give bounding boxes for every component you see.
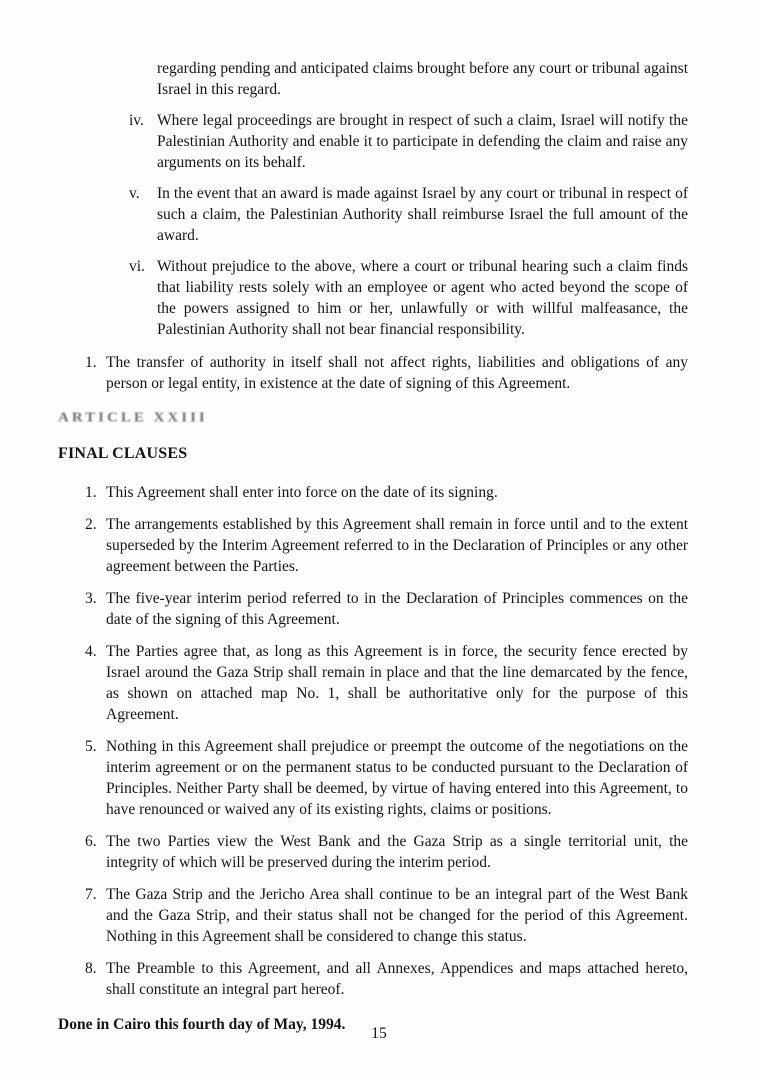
- clause-text-5: Nothing in this Agreement shall prejudice or preempt the outcome of the negotiations on the interim agreement or on the permanent status to be conducted pursuant to the Declaration of Principles. Neither Party shall be deemed, by virtue of having entered into this Agreement, to have renounced or waived any of its existing rights, claims or positions.: [106, 738, 688, 818]
- list-marker-iv: iv.: [129, 112, 144, 129]
- clause-marker-4: 4.: [85, 643, 97, 660]
- paragraph-continuation-iii: regarding pending and anticipated claims brought before any court or tribunal against Israel in this regard.: [157, 60, 688, 98]
- list-marker-vi: vi.: [129, 258, 145, 275]
- list-text-transfer: The transfer of authority in itself shall not affect rights, liabilities and obligations of any person or legal entity, in existence at the date of signing of this Agreement.: [106, 354, 688, 392]
- page-number: 15: [371, 1025, 387, 1042]
- clause-marker-2: 2.: [85, 516, 97, 533]
- final-clause-1: [85, 482, 688, 503]
- clause-marker-5: 5.: [85, 738, 97, 755]
- section-heading-final-clauses: FINAL CLAUSES: [58, 445, 188, 462]
- document-content: [58, 58, 688, 1035]
- list-text-vi: Without prejudice to the above, where a court or tribunal hearing such a claim finds that liability rests solely with an employee or agent who acted beyond the scope of the powers assigned to him or her, unlawfully or with willful malfeasance, the Palestinian Authority shall not bear financial responsibility.: [157, 258, 688, 338]
- clause-text-3: The five-year interim period referred to in the Declaration of Principles commences on the date of the signing of this Agreement.: [106, 590, 688, 628]
- final-clause-6: [85, 831, 688, 873]
- clause-text-8: The Preamble to this Agreement, and all Annexes, Appendices and maps attached hereto, shall constitute an integral part hereof.: [106, 960, 688, 998]
- list-item-transfer-of-authority: [85, 352, 688, 394]
- done-in-cairo-line: Done in Cairo this fourth day of May, 1994.: [58, 1016, 346, 1033]
- clause-marker-3: 3.: [85, 590, 97, 607]
- list-marker-v: v.: [129, 185, 140, 202]
- clause-text-7: The Gaza Strip and the Jericho Area shall continue to be an integral part of the West Bank and the Gaza Strip, and their status shall not be changed for the period of this Agreement. Nothing in this Agreement shall be considered to change this status.: [106, 886, 688, 945]
- clause-text-6: The two Parties view the West Bank and the Gaza Strip as a single territorial unit, the integrity of which will be preserved during the interim period.: [106, 833, 688, 871]
- list-item-v: [129, 183, 688, 246]
- clause-marker-6: 6.: [85, 833, 97, 850]
- list-text-iv: Where legal proceedings are brought in respect of such a claim, Israel will notify the Palestinian Authority and enable it to participate in defending the claim and raise any arguments on its behalf.: [157, 112, 688, 171]
- final-clause-5: [85, 736, 688, 820]
- clause-text-2: The arrangements established by this Agreement shall remain in force until and to the extent superseded by the Interim Agreement referred to in the Declaration of Principles or any other agreement between the Parties.: [106, 516, 688, 575]
- final-clause-4: [85, 641, 688, 725]
- list-item-iv: [129, 110, 688, 173]
- clause-marker-1: 1.: [85, 484, 97, 501]
- list-marker-transfer: 1.: [85, 354, 97, 371]
- article-heading-degraded: ARTICLE XXIII: [58, 410, 208, 426]
- list-item-vi: [129, 256, 688, 340]
- final-clause-3: [85, 588, 688, 630]
- clause-marker-8: 8.: [85, 960, 97, 977]
- final-clause-8: [85, 958, 688, 1000]
- list-text-v: In the event that an award is made against Israel by any court or tribunal in respect of such a claim, the Palestinian Authority shall reimburse Israel the full amount of the award.: [157, 185, 688, 244]
- clause-text-4: The Parties agree that, as long as this Agreement is in force, the security fence erected by Israel around the Gaza Strip shall remain in place and that the line demarcated by the fence, as shown on attached map No. 1, shall be authoritative only for the purpose of this Agreement.: [106, 643, 688, 723]
- final-clause-7: [85, 884, 688, 947]
- clause-marker-7: 7.: [85, 886, 97, 903]
- final-clause-2: [85, 514, 688, 577]
- clause-text-1: This Agreement shall enter into force on the date of its signing.: [106, 484, 498, 501]
